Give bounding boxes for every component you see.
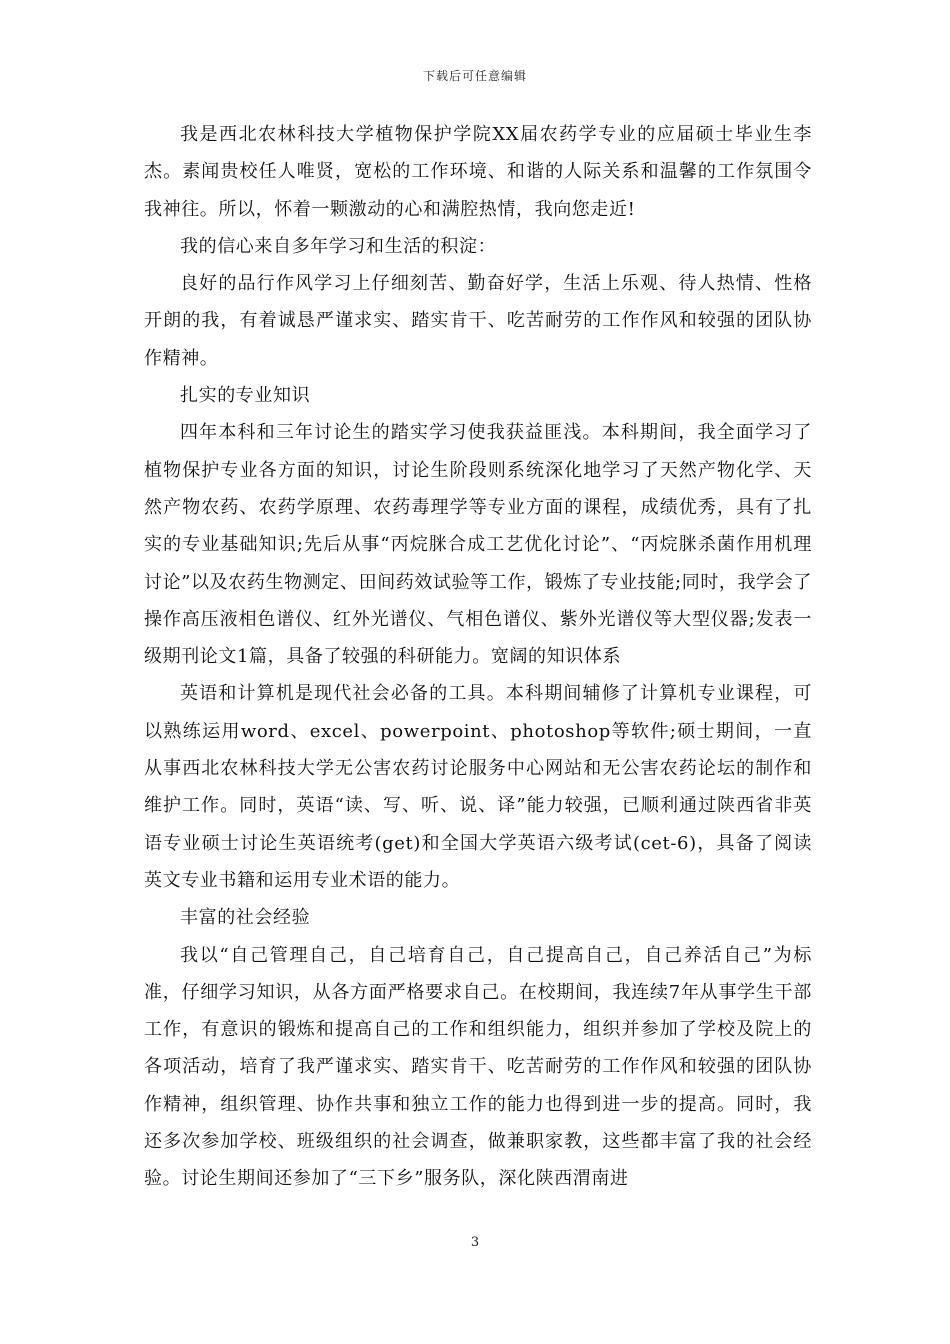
page-header: 下载后可任意编辑 [422, 69, 527, 83]
paragraph-study-experience: 四年本科和三年讨论生的踏实学习使我获益匪浅。本科期间，我全面学习了植物保护专业各方面的知识，讨论生阶段则系统深化地学习了天然产物化学、天然产物农药、农药学原理、农药毒理学等专业方面的课程，成绩优秀，具有了扎实的专业基础知识;先后从事“丙烷脒合成工艺优化讨论”、“丙烷脒杀菌作用机理讨论”以及农药生物测定、田间药效试验等工作，锻炼了专业技能;同时，我学会了操作高压液相色谱仪、红外光谱仪、气相色谱仪、紫外光谱仪等大型仪器;发表一级期刊论文1篇，具备了较强的科研能力。宽阔的知识体系 [144, 422, 812, 668]
section-heading-professional-knowledge: 扎实的专业知识 [180, 385, 311, 407]
page-number: 3 [470, 1235, 480, 1250]
paragraph-social-activities: 我以“自己管理自己，自己培育自己，自己提高自己，自己养活自己”为标准，仔细学习知识，从各方面严格要求自己。在校期间，我连续7年从事学生干部工作，有意识的锻炼和提高自己的工作和组织能力，组织并参加了学校及院上的各项活动，培育了我严谨求实、踏实肯干、吃苦耐劳的工作作风和较强的团队协作精神，组织管理、协作共事和独立工作的能力也得到进一步的提高。同时，我还多次参加学校、班级组织的社会调查，做兼职家教，这些都丰富了我的社会经验。讨论生期间还参加了“三下乡”服务队，深化陕西渭南进 [144, 944, 812, 1190]
section-heading-social-experience: 丰富的社会经验 [180, 907, 311, 929]
paragraph-character: 良好的品行作风学习上仔细刻苦、勤奋好学，生活上乐观、待人热情、性格开朗的我，有着诚恳严谨求实、踏实肯干、吃苦耐劳的工作作风和较强的团队协作精神。 [144, 273, 812, 369]
document-body [144, 116, 812, 1198]
paragraph-introduction: 我是西北农林科技大学植物保护学院XX届农药学专业的应届硕士毕业生李杰。素闻贵校任人唯贤，宽松的工作环境、和谐的人际关系和温馨的工作氛围令我神往。所以，怀着一颗激动的心和满腔热情，我向您走近! [144, 124, 812, 220]
paragraph-confidence: 我的信心来自多年学习和生活的积淀： [180, 235, 497, 257]
paragraph-english-computer: 英语和计算机是现代社会必备的工具。本科期间辅修了计算机专业课程，可以熟练运用word、excel、powerpoint、photoshop等软件;硕士期间，一直从事西北农林科技大学无公害农药讨论服务中心网站和无公害农药论坛的制作和维护工作。同时，英语“读、写、听、说、译”能力较强，已顺利通过陕西省非英语专业硕士讨论生英语统考(get)和全国大学英语六级考试(cet-6)，具备了阅读英文专业书籍和运用专业术语的能力。 [144, 683, 812, 891]
